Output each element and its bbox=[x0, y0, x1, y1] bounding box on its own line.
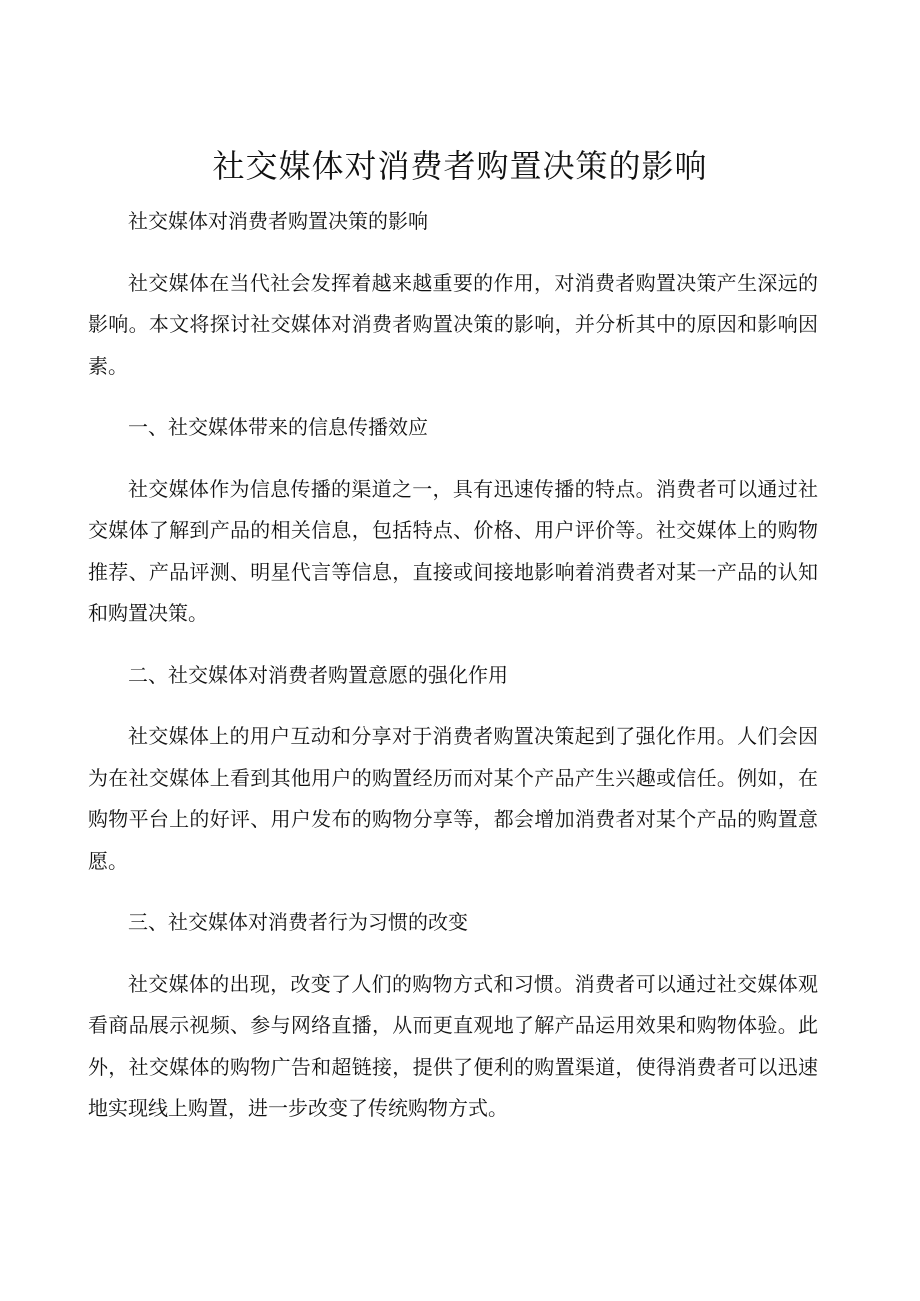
document-body bbox=[88, 201, 818, 1130]
section-paragraph-2: 社交媒体上的用户互动和分享对于消费者购置决策起到了强化作用。人们会因为在社交媒体上看到其他用户的购置经历而对某个产品产生兴趣或信任。例如，在购物平台上的好评、用户发布的购物分享等，都会增加消费者对某个产品的购置意愿。 bbox=[88, 724, 818, 873]
section-paragraph-3: 社交媒体的出现，改变了人们的购物方式和习惯。消费者可以通过社交媒体观看商品展示视频、参与网络直播，从而更直观地了解产品运用效果和购物体验。此外，社交媒体的购物广告和超链接，提供了便利的购置渠道，使得消费者可以迅速地实现线上购置，进一步改变了传统购物方式。 bbox=[88, 971, 818, 1120]
section-heading-3: 三、社交媒体对消费者行为习惯的改变 bbox=[128, 910, 468, 934]
document-title: 社交媒体对消费者购置决策的影响 bbox=[212, 147, 708, 185]
section-paragraph-1: 社交媒体作为信息传播的渠道之一，具有迅速传播的特点。消费者可以通过社交媒体了解到产品的相关信息，包括特点、价格、用户评价等。社交媒体上的购物推荐、产品评测、明星代言等信息，直接或间接地影响着消费者对某一产品的认知和购置决策。 bbox=[88, 476, 818, 625]
section-heading-2: 二、社交媒体对消费者购置意愿的强化作用 bbox=[128, 662, 508, 687]
subtitle-paragraph: 社交媒体对消费者购置决策的影响 bbox=[128, 209, 428, 233]
intro-paragraph: 社交媒体在当代社会发挥着越来越重要的作用，对消费者购置决策产生深远的影响。本文将探讨社交媒体对消费者购置决策的影响，并分析其中的原因和影响因素。 bbox=[88, 270, 818, 378]
section-heading-1: 一、社交媒体带来的信息传播效应 bbox=[128, 415, 428, 439]
